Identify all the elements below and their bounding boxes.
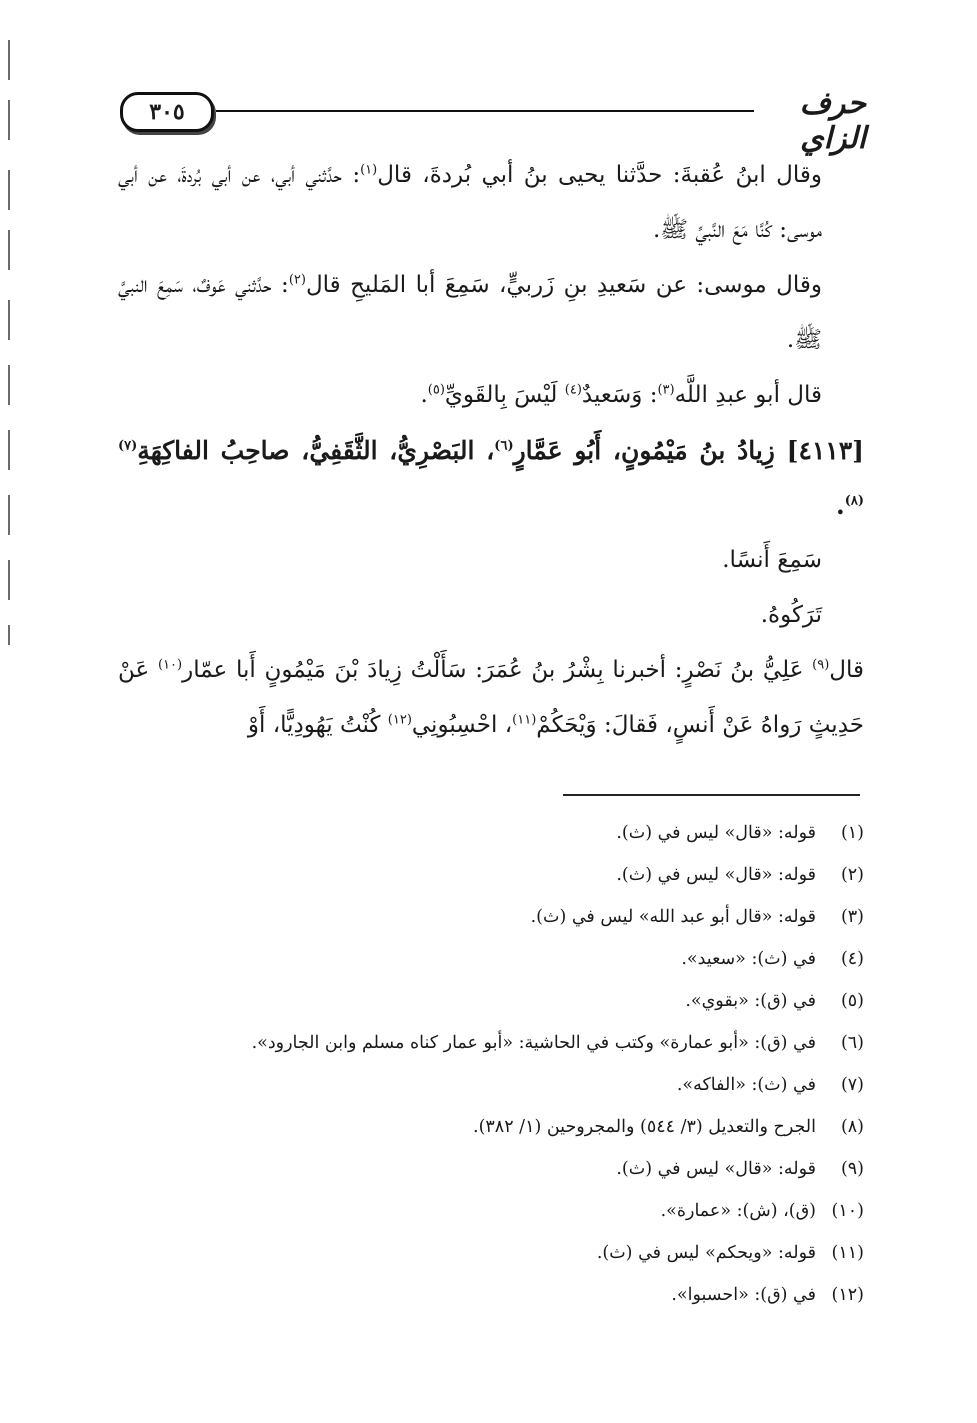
footnotes [118,812,864,1316]
footnote-ref: (٦) [494,438,514,454]
footnote-number: (٧) [840,1075,864,1095]
footnote [118,1148,864,1190]
footnote-number: (٩) [840,1159,864,1179]
footnote-text: في (ق): «أبو عمارة» وكتب في الحاشية: «أبو عمار كناه مسلم وابن الجارود». [251,1033,816,1053]
footnote-text: قوله: «قال» ليس في (ث). [616,823,816,843]
footnote-text: في (ق): «احسبوا». [671,1285,816,1305]
footnote-ref: (١٠) [157,657,183,673]
paragraph-2: وقال موسى: عن سَعيدِ بنِ زَربيٍّ، سَمِعَ أبا المَليحِ قال$^{(٢)}$: حدَّثني عَوفٌ، سَمِعَ النبيَّ ﷺ. [118,272,822,353]
footnote-text: قوله: «ويحكم» ليس في (ث). [596,1243,816,1263]
footnote-text: في (ث): «سعيد». [681,949,816,969]
margin-mark [8,495,10,535]
footnote [118,1190,864,1232]
footnote-number: (٤) [840,949,864,969]
footnote [118,1274,864,1316]
margin-mark [8,625,10,645]
footnote-ref: (١) [360,162,378,178]
footnote-text: (ق)، (ش): «عمارة». [660,1201,816,1221]
footnote-text: قوله: «قال» ليس في (ث). [616,1159,816,1179]
footnote-separator [563,794,860,796]
footnote-ref: (١٢) [387,712,412,728]
footnote-ref: (٤) [564,382,582,398]
footnote-number: (٦) [840,1033,864,1053]
footnote [118,1064,864,1106]
header-rule [216,110,754,112]
footnote [118,812,864,854]
footnote [118,1232,864,1274]
paragraph-1: وقال ابنُ عُقبةَ: حدَّثنا يحيى بنُ أبي بُردةَ، قال$^{(١)}$: حدَّثني أبي، عن أبي بُردةَ، عن أبي موسى: كُنَّا مَعَ النَّبيِّ ﷺ. [118,162,822,243]
footnote [118,938,864,980]
chapter-title: حرف الزاي [799,86,866,156]
footnote-number: (١٢) [831,1285,864,1305]
paragraph-3: قال أبو عبدِ اللَّه$^{(٣)}$: وَسَعيدٌ$^{(٤)}$ لَيْسَ بِالقَويِّ$^{(٥)}$. [420,382,822,408]
footnote-number: (٣) [840,907,864,927]
page-header [120,86,866,156]
footnote-number: (٢) [840,865,864,885]
main-text [118,148,864,753]
margin-mark [8,300,10,340]
footnote [118,980,864,1022]
paragraph-7: قال$^{(٩)}$ عَلِيُّ بنُ نَصْرٍ: أخبرنا بِشْرُ بنُ عُمَرَ: سَأَلْتُ زِيادَ بْنَ مَيْمُونٍ أَبا عمّار$^{(١٠)}$ عَنْ حَدِيثٍ رَواهُ عَنْ أَنسٍ، فَقالَ: وَيْحَكُمْ$^{(١١)}$، احْسِبُونِي$^{(١٢)}$ كُنْتُ يَهُودِيًّا، أَوْ [118,657,864,738]
paragraph-6: تَرَكُوهُ. [760,602,822,628]
margin-mark [8,430,10,470]
footnote-text: في (ق): «بقوي». [685,991,816,1011]
footnote [118,1022,864,1064]
footnote-ref: (٧)(٨) [118,438,864,509]
footnote-number: (١٠) [831,1201,864,1221]
margin-mark [8,560,10,600]
footnote [118,854,864,896]
footnote-ref: (٢) [288,272,306,288]
margin-mark [8,100,10,140]
footnote-ref: (٩) [812,657,830,673]
entry-heading: [٤١١٣] زِيادُ بنُ مَيْمُونٍ، أَبُو عَمَّارٍ$^{(٦)}$، البَصْرِيُّ، الثَّقَفِيُّ، صاحِبُ الفاكِهَةِ$^{(٧)(٨)}$. [118,436,864,520]
footnote-text: في (ث): «الفاكه». [676,1075,816,1095]
footnote-text: قوله: «قال» ليس في (ث). [616,865,816,885]
footnote-number: (٨) [840,1117,864,1137]
page-number: ٣٠٥ [120,92,214,132]
margin-mark [8,365,10,405]
margin-mark [8,40,10,80]
paragraph-5: سَمِعَ أَنسًا. [722,547,822,573]
margin-mark [8,170,10,210]
footnote-number: (١١) [831,1243,864,1263]
footnote-text: الجرح والتعديل (٣/ ٥٤٤) والمجروحين (١/ ٣٨٢). [473,1117,816,1137]
margin-mark [8,230,10,270]
footnote-ref: (٣) [657,382,675,398]
footnote-text: قوله: «قال أبو عبد الله» ليس في (ث). [530,907,816,927]
footnote [118,1106,864,1148]
footnote-ref: (٥) [427,382,445,398]
footnote-number: (١) [840,823,864,843]
footnote [118,896,864,938]
footnote-number: (٥) [840,991,864,1011]
footnote-ref: (١١) [512,712,537,728]
